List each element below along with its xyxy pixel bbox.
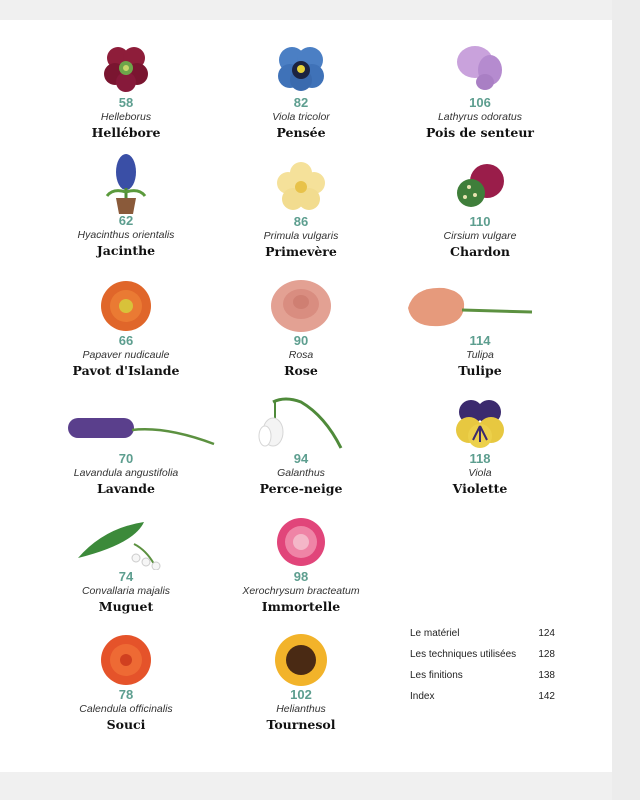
toc-label: Index bbox=[410, 691, 435, 702]
flower-entry-primevere[interactable] bbox=[201, 159, 401, 261]
primrose-flower-icon bbox=[266, 159, 336, 215]
page-number: 62 bbox=[118, 213, 134, 228]
latin-name: Calendula officinalis bbox=[79, 703, 173, 715]
flower-name: Immortelle bbox=[261, 599, 341, 614]
latin-name: Cirsium vulgare bbox=[443, 230, 517, 242]
latin-name: Rosa bbox=[288, 349, 314, 361]
toc-page: 142 bbox=[538, 691, 555, 702]
rose-flower-icon bbox=[266, 278, 336, 334]
toc-page: 124 bbox=[538, 628, 555, 639]
toc-item-materiel[interactable] bbox=[410, 623, 555, 644]
flower-name: Primevère bbox=[265, 244, 337, 259]
page-margin bbox=[612, 0, 640, 800]
latin-name: Helleborus bbox=[100, 111, 152, 123]
flower-entry-souci[interactable] bbox=[26, 632, 226, 734]
latin-name: Tulipa bbox=[466, 349, 494, 361]
toc-label: Les finitions bbox=[410, 670, 463, 681]
table-of-contents bbox=[410, 623, 555, 707]
toc-page: 128 bbox=[538, 649, 555, 660]
latin-name: Papaver nudicaule bbox=[82, 349, 170, 361]
latin-name: Primula vulgaris bbox=[263, 230, 339, 242]
strawflower-icon bbox=[266, 514, 336, 570]
latin-name: Convallaria majalis bbox=[81, 585, 171, 597]
flower-name: Perce-neige bbox=[259, 481, 343, 496]
page-number: 86 bbox=[293, 214, 309, 229]
flower-entry-tulipe[interactable] bbox=[380, 278, 580, 380]
page-number: 58 bbox=[118, 95, 134, 110]
flower-entry-pois-de-senteur[interactable] bbox=[380, 40, 580, 142]
violet-flower-icon bbox=[445, 396, 515, 452]
page-number: 114 bbox=[469, 333, 491, 348]
flower-entry-perce-neige[interactable] bbox=[201, 396, 401, 498]
latin-name: Hyacinthus orientalis bbox=[77, 229, 175, 241]
page-number: 98 bbox=[293, 569, 309, 584]
page-number: 70 bbox=[118, 451, 134, 466]
latin-name: Viola tricolor bbox=[272, 111, 330, 123]
flower-name: Lavande bbox=[96, 481, 156, 496]
sunflower-icon bbox=[266, 632, 336, 688]
toc-label: Le matériel bbox=[410, 628, 460, 639]
toc-page: 138 bbox=[538, 670, 555, 681]
hyacinth-pot-icon bbox=[91, 152, 161, 214]
page-number: 106 bbox=[469, 95, 491, 110]
page-number: 78 bbox=[118, 687, 134, 702]
flower-name: Muguet bbox=[98, 599, 154, 614]
flower-name: Pois de senteur bbox=[425, 125, 535, 140]
tulip-flower-icon bbox=[404, 278, 534, 334]
flower-name: Rose bbox=[284, 363, 318, 378]
flower-name: Pavot d'Islande bbox=[72, 363, 180, 378]
flower-entry-violette[interactable] bbox=[380, 396, 580, 498]
lily-of-the-valley-icon bbox=[74, 514, 184, 570]
page-number: 110 bbox=[469, 214, 491, 229]
flower-entry-jacinthe[interactable] bbox=[26, 152, 226, 260]
page-number: 118 bbox=[469, 451, 491, 466]
page-number: 82 bbox=[293, 95, 309, 110]
pansy-flower-icon bbox=[266, 40, 336, 96]
toc-item-finitions[interactable] bbox=[410, 665, 555, 686]
toc-item-techniques[interactable] bbox=[410, 644, 555, 665]
snowdrop-flower-icon bbox=[245, 396, 355, 452]
hellebore-flower-icon bbox=[91, 40, 161, 96]
page-number: 74 bbox=[118, 569, 134, 584]
flower-entry-immortelle[interactable] bbox=[201, 514, 401, 616]
latin-name: Galanthus bbox=[277, 467, 325, 479]
flower-name: Pensée bbox=[276, 125, 326, 140]
page-number: 94 bbox=[293, 451, 309, 466]
flower-entry-lavande[interactable] bbox=[26, 396, 226, 498]
marigold-flower-icon bbox=[91, 632, 161, 688]
latin-name: Viola bbox=[468, 467, 492, 479]
latin-name: Lavandula angustifolia bbox=[73, 467, 179, 479]
latin-name: Lathyrus odoratus bbox=[437, 111, 523, 123]
poppy-flower-icon bbox=[91, 278, 161, 334]
flower-entry-chardon[interactable] bbox=[380, 159, 580, 261]
flower-name: Hellébore bbox=[91, 125, 161, 140]
latin-name: Xerochrysum bracteatum bbox=[242, 585, 360, 597]
latin-name: Helianthus bbox=[276, 703, 326, 715]
flower-entry-pensee[interactable] bbox=[201, 40, 401, 142]
flower-name: Souci bbox=[106, 717, 146, 732]
thistle-flower-icon bbox=[445, 159, 515, 215]
flower-entry-rose[interactable] bbox=[201, 278, 401, 380]
flower-entry-hellebore[interactable] bbox=[26, 40, 226, 142]
flower-name: Jacinthe bbox=[96, 243, 156, 258]
page-number: 102 bbox=[290, 687, 312, 702]
toc-item-index[interactable] bbox=[410, 686, 555, 707]
flower-name: Chardon bbox=[450, 244, 510, 259]
lavender-sprig-icon bbox=[66, 396, 216, 452]
flower-entry-tournesol[interactable] bbox=[201, 632, 401, 734]
page-number: 90 bbox=[293, 333, 309, 348]
flower-entry-pavot[interactable] bbox=[26, 278, 226, 380]
flower-name: Tulipe bbox=[458, 363, 502, 378]
flower-name: Violette bbox=[452, 481, 508, 496]
flower-name: Tournesol bbox=[266, 717, 336, 732]
page-number: 66 bbox=[118, 333, 134, 348]
flower-entry-muguet[interactable] bbox=[26, 514, 226, 616]
toc-label: Les techniques utilisées bbox=[410, 649, 517, 660]
sweet-pea-flower-icon bbox=[445, 40, 515, 96]
